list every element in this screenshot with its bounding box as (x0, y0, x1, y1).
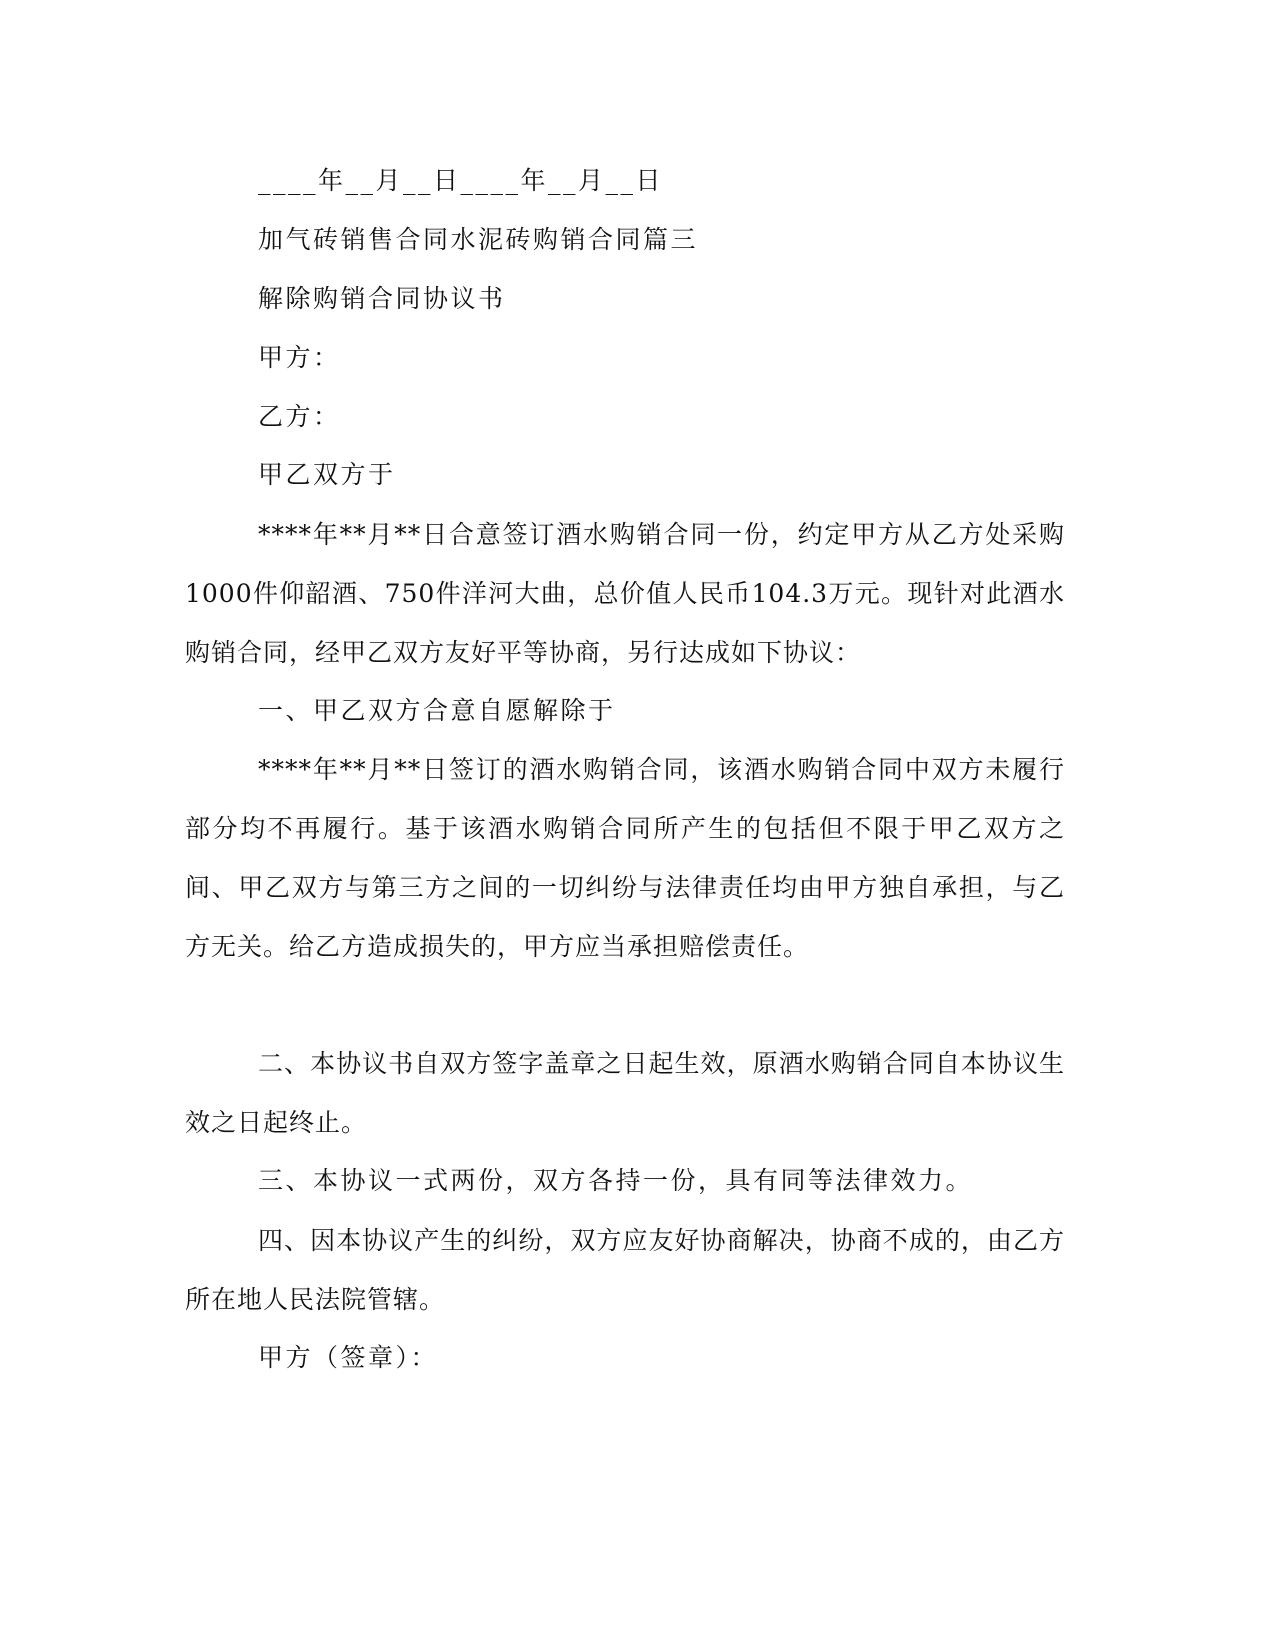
party-a-label: 甲方： (258, 343, 341, 372)
agreement-title: 解除购销合同协议书 (258, 284, 506, 313)
date-line: ____年__月__日____年__月__日 (258, 166, 664, 195)
section-title: 加气砖销售合同水泥砖购销合同篇三 (258, 225, 699, 254)
paragraph-1: ****年**月**日合意签订酒水购销合同一份，约定甲方从乙方处采购1000件仰韶酒、750件洋河大曲，总价值人民币104.3万元。现针对此酒水购销合同，经甲乙双方友好平等协商，另行达成如下协议： (185, 520, 1065, 667)
party-a-signature-label: 甲方（签章）： (258, 1343, 439, 1372)
clause-1-head: 一、甲乙双方合意自愿解除于 (258, 696, 616, 725)
both-parties-intro: 甲乙双方于 (258, 460, 396, 489)
clause-2: 二、本协议书自双方签字盖章之日起生效，原酒水购销合同自本协议生效之日起终止。 (185, 1049, 1065, 1137)
party-b-label: 乙方： (258, 402, 341, 431)
clause-4: 四、因本协议产生的纠纷，双方应友好协商解决，协商不成的，由乙方所在地人民法院管辖。 (185, 1226, 1065, 1314)
clause-3: 三、本协议一式两份，双方各持一份，具有同等法律效力。 (258, 1166, 974, 1195)
clause-1-body: ****年**月**日签订的酒水购销合同，该酒水购销合同中双方未履行部分均不再履行。基于该酒水购销合同所产生的包括但不限于甲乙双方之间、甲乙双方与第三方之间的一切纠纷与法律责任均由甲方独自承担，与乙方无关。给乙方造成损失的，甲方应当承担赔偿责任。 (185, 755, 1065, 961)
